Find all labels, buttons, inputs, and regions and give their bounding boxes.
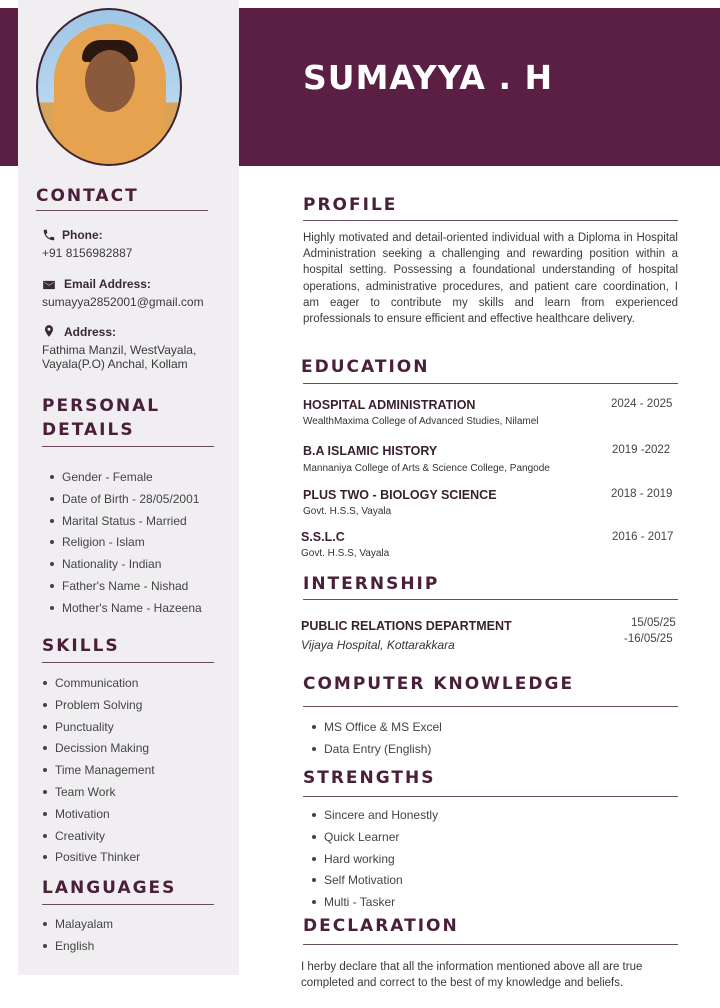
- phone-icon: [42, 228, 56, 242]
- list-item: Creativity: [41, 826, 155, 848]
- address-line2: Vayala(P.O) Anchal, Kollam: [42, 357, 188, 371]
- list-item: English: [41, 936, 113, 958]
- education-rule: [303, 383, 678, 384]
- contact-rule: [36, 210, 208, 211]
- internship-heading: INTERNSHIP: [303, 574, 440, 594]
- list-item: Decission Making: [41, 738, 155, 760]
- personal-heading-line1: PERSONAL: [42, 396, 161, 416]
- list-item: Mother's Name - Hazeena: [48, 598, 202, 620]
- strengths-list: [310, 805, 438, 914]
- strengths-heading: STRENGTHS: [303, 768, 436, 788]
- internship-date-end: -16/05/25: [624, 633, 673, 645]
- education-school: Mannaniya College of Arts & Science College, Pangode: [303, 463, 550, 474]
- declaration-line2: completed and correct to the best of my knowledge and beliefs.: [301, 977, 624, 989]
- internship-date-start: 15/05/25: [631, 617, 676, 629]
- list-item: Multi - Tasker: [310, 892, 438, 914]
- education-title: S.S.L.C: [301, 530, 345, 544]
- contact-heading: CONTACT: [36, 186, 139, 206]
- languages-heading: LANGUAGES: [42, 878, 177, 898]
- list-item: Nationality - Indian: [48, 554, 202, 576]
- skills-rule: [42, 662, 214, 663]
- list-item: Malayalam: [41, 914, 113, 936]
- list-item: Positive Thinker: [41, 847, 155, 869]
- skills-heading: SKILLS: [42, 636, 120, 656]
- internship-rule: [303, 599, 678, 600]
- list-item: Punctuality: [41, 717, 155, 739]
- address-line1: Fathima Manzil, WestVayala,: [42, 343, 197, 357]
- list-item: Quick Learner: [310, 827, 438, 849]
- declaration-line1: I herby declare that all the information mentioned above all are true: [301, 961, 643, 973]
- list-item: Team Work: [41, 782, 155, 804]
- address-label: Address:: [64, 325, 117, 339]
- list-item: Self Motivation: [310, 870, 438, 892]
- list-item: Time Management: [41, 760, 155, 782]
- declaration-rule: [303, 944, 678, 945]
- list-item: Gender - Female: [48, 467, 202, 489]
- education-years: 2024 - 2025: [611, 398, 673, 410]
- list-item: Marital Status - Married: [48, 511, 202, 533]
- computer-list: [310, 717, 442, 761]
- skills-list: [41, 673, 155, 869]
- declaration-heading: DECLARATION: [303, 916, 459, 936]
- education-years: 2016 - 2017: [612, 531, 674, 543]
- profile-text: Highly motivated and detail-oriented individual with a Diploma in Hospital Administration seeking a challenging and rewarding position within a hospital setting. Possessing a foundational understanding of hospital operations, administrative procedures, and patient care coordination, I am eager to contribute my skills and learn from experienced professionals to ensure efficient and effective healthcare delivery.: [303, 232, 678, 326]
- education-title: B.A ISLAMIC HISTORY: [303, 444, 438, 458]
- profile-photo: [36, 8, 182, 166]
- education-title: PLUS TWO - BIOLOGY SCIENCE: [303, 488, 497, 502]
- list-item: MS Office & MS Excel: [310, 717, 442, 739]
- list-item: Problem Solving: [41, 695, 155, 717]
- list-item: Hard working: [310, 849, 438, 871]
- personal-rule: [42, 446, 214, 447]
- face-shape: [85, 50, 135, 112]
- email-value[interactable]: sumayya2852001@gmail.com: [42, 295, 204, 309]
- phone-value[interactable]: +91 8156982887: [42, 246, 133, 260]
- education-heading: EDUCATION: [301, 357, 430, 377]
- list-item: Sincere and Honestly: [310, 805, 438, 827]
- profile-heading: PROFILE: [303, 195, 398, 215]
- list-item: Date of Birth - 28/05/2001: [48, 489, 202, 511]
- education-school: Govt. H.S.S, Vayala: [301, 548, 390, 559]
- email-icon: [42, 278, 56, 292]
- computer-rule: [303, 706, 678, 707]
- education-title: HOSPITAL ADMINISTRATION: [303, 398, 476, 412]
- list-item: Father's Name - Nishad: [48, 576, 202, 598]
- languages-rule: [42, 904, 214, 905]
- location-icon: [42, 324, 56, 338]
- profile-rule: [303, 220, 678, 221]
- list-item: Religion - Islam: [48, 532, 202, 554]
- internship-title: PUBLIC RELATIONS DEPARTMENT: [301, 619, 512, 633]
- list-item: Communication: [41, 673, 155, 695]
- education-school: Govt. H.S.S, Vayala: [303, 506, 392, 517]
- list-item: Data Entry (English): [310, 739, 442, 761]
- strengths-rule: [303, 796, 678, 797]
- personal-list: [48, 467, 202, 620]
- internship-place: Vijaya Hospital, Kottarakkara: [301, 638, 455, 652]
- languages-list: [41, 914, 113, 958]
- education-years: 2018 - 2019: [611, 488, 673, 500]
- personal-heading-line2: DETAILS: [42, 420, 135, 440]
- education-school: WealthMaxima College of Advanced Studies, Nilamel: [303, 416, 539, 427]
- candidate-name: SUMAYYA . H: [303, 58, 554, 97]
- education-years: 2019 -2022: [612, 444, 671, 456]
- computer-heading: COMPUTER KNOWLEDGE: [303, 674, 575, 694]
- email-label: Email Address:: [64, 277, 151, 291]
- list-item: Motivation: [41, 804, 155, 826]
- phone-label: Phone:: [62, 228, 103, 242]
